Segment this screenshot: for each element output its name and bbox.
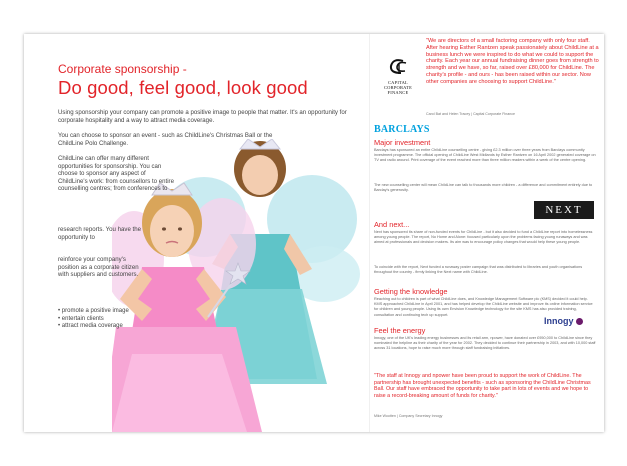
page-headline: Do good, feel good, look good: [58, 77, 308, 98]
major-investment-title: Major investment: [374, 138, 431, 147]
ccf-monogram-icon: [387, 59, 409, 75]
innogy-wordmark: Innogy: [544, 316, 574, 326]
body-paragraph-2: research reports. You have the opportunity to: [58, 226, 141, 241]
and-next-title: And next...: [374, 220, 410, 229]
benefit-item: • promote a positive image: [58, 308, 129, 316]
innogy-logo: [544, 316, 583, 326]
innogy-dot-icon: [576, 318, 583, 325]
benefit-item: • entertain clients: [58, 316, 129, 324]
energy-p1: Innogy, one of the UK's leading energy businesses and its retail arm, npower, have donated over £950,000 to ChildLine since they nominated the helpline as their charity of the year for 2002. They decided to continue their partnership in 2003, and with 10,000 staff across 31 locations, hope to raise much more through staff fundraising initiatives.: [374, 336, 596, 351]
benefit-list: [58, 308, 129, 331]
knowledge-p1: Reaching out to children is part of what ChildLine does, and Knowledge Management Software plc (KMS) decided it could help. KMS approached ChildLine in April 2001, and has helped develop the ChildLine website and improve its online information service for children and young people. Using its own Envision Knowledge technology for the site KMS has also provided training, consultation and continuing tech up support.: [374, 297, 593, 317]
innogy-quote-attribution: Mike Wootten | Company Secretary Innogy: [374, 414, 443, 418]
ccf-quote: "We are directors of a small factoring company with only four staff. After hearing Esther Rantzen speak passionately about ChildLine at a business lunch we were inspired to do what we could to support the charity. Each year our annual fundraising dinner goes from strength to strength and we have, so far, raised over £80,000 for ChildLine. The charity's profile - and ours - has been raised within our sector. Now other companies are choosing to support ChildLine.": [426, 38, 599, 85]
body-paragraph-3: reinforce your company's position as a corporate citizen with suppliers and customers.: [58, 256, 139, 278]
energy-title: Feel the energy: [374, 326, 426, 335]
intro-paragraph: Using sponsorship your company can promote a positive image to people that matter. It's an opportunity for corporate hospitality and a way to attract media coverage.: [58, 109, 347, 124]
benefit-item: • attract media coverage: [58, 323, 129, 331]
section-kicker: Corporate sponsorship -: [58, 62, 187, 76]
ccf-name-line: CORPORATE: [383, 85, 413, 90]
and-next-p2: To coincide with the report, Next funded a runaway poster campaign that was distributed to libraries and youth organisations throughout the country - firmly linking the Next name with ChildLine.: [374, 265, 583, 275]
major-investment-p1: Barclays has sponsored an entire ChildLine counselling centre - giving £2.3 million over three years from Barclays community investment programme. The official opening of ChildLine West Midlands by Esther Rantzen on 16 April 2002 generated coverage on TV and radio around. Print coverage of the event reached more than three million readers within a week of the centre opening.: [374, 148, 596, 163]
next-logo: NEXT: [534, 201, 594, 219]
ccf-quote-attribution: Carol Bat and Helen Tracey | Capital Corporate Finance: [426, 112, 516, 116]
ccf-name-line: FINANCE: [387, 90, 409, 95]
knowledge-title: Getting the knowledge: [374, 287, 448, 296]
innogy-quote: "The staff at Innogy and npower have been proud to support the work of ChildLine. The partnership has brought unexpected benefits - such as sponsoring the ChildLine Christmas Ball. Our staff have embraced the opportunity to take part in lots of events and we hope to raise a record-breaking amount of funds for charity.": [374, 373, 591, 399]
brochure-spread: [24, 34, 604, 432]
major-investment-p2: The new counselling center will mean ChildLine can talk to thousands more children - a difference and commitment entirely due to Barclay's generosity.: [374, 183, 593, 193]
and-next-p1: Next has sponsored its share of non-funded events for ChildLine - but it also decided to fund a ChildLine report into homelessness among young people. The report, No Home and Alone: focused particularly upon the problems facing young runaways and was aimed at professionals and decision makers. Its aim was to encourage policy changes that would help these young people.: [374, 230, 593, 245]
barclays-logo: BARCLAYS: [374, 124, 430, 135]
ccf-name-line: CAPITAL: [387, 80, 409, 85]
capital-corporate-finance-logo: [376, 59, 420, 95]
choose-paragraph: You can choose to sponsor an event - such as ChildLine's Christmas Ball or the ChildLine Polo Challenge.: [58, 132, 273, 147]
body-paragraph-1: ChildLine can offer many different opportunities for sponsorship. You can choose to sponsor any aspect of ChildLine's work: from counsellors to entire counselling centres; from conferences to: [58, 155, 174, 192]
